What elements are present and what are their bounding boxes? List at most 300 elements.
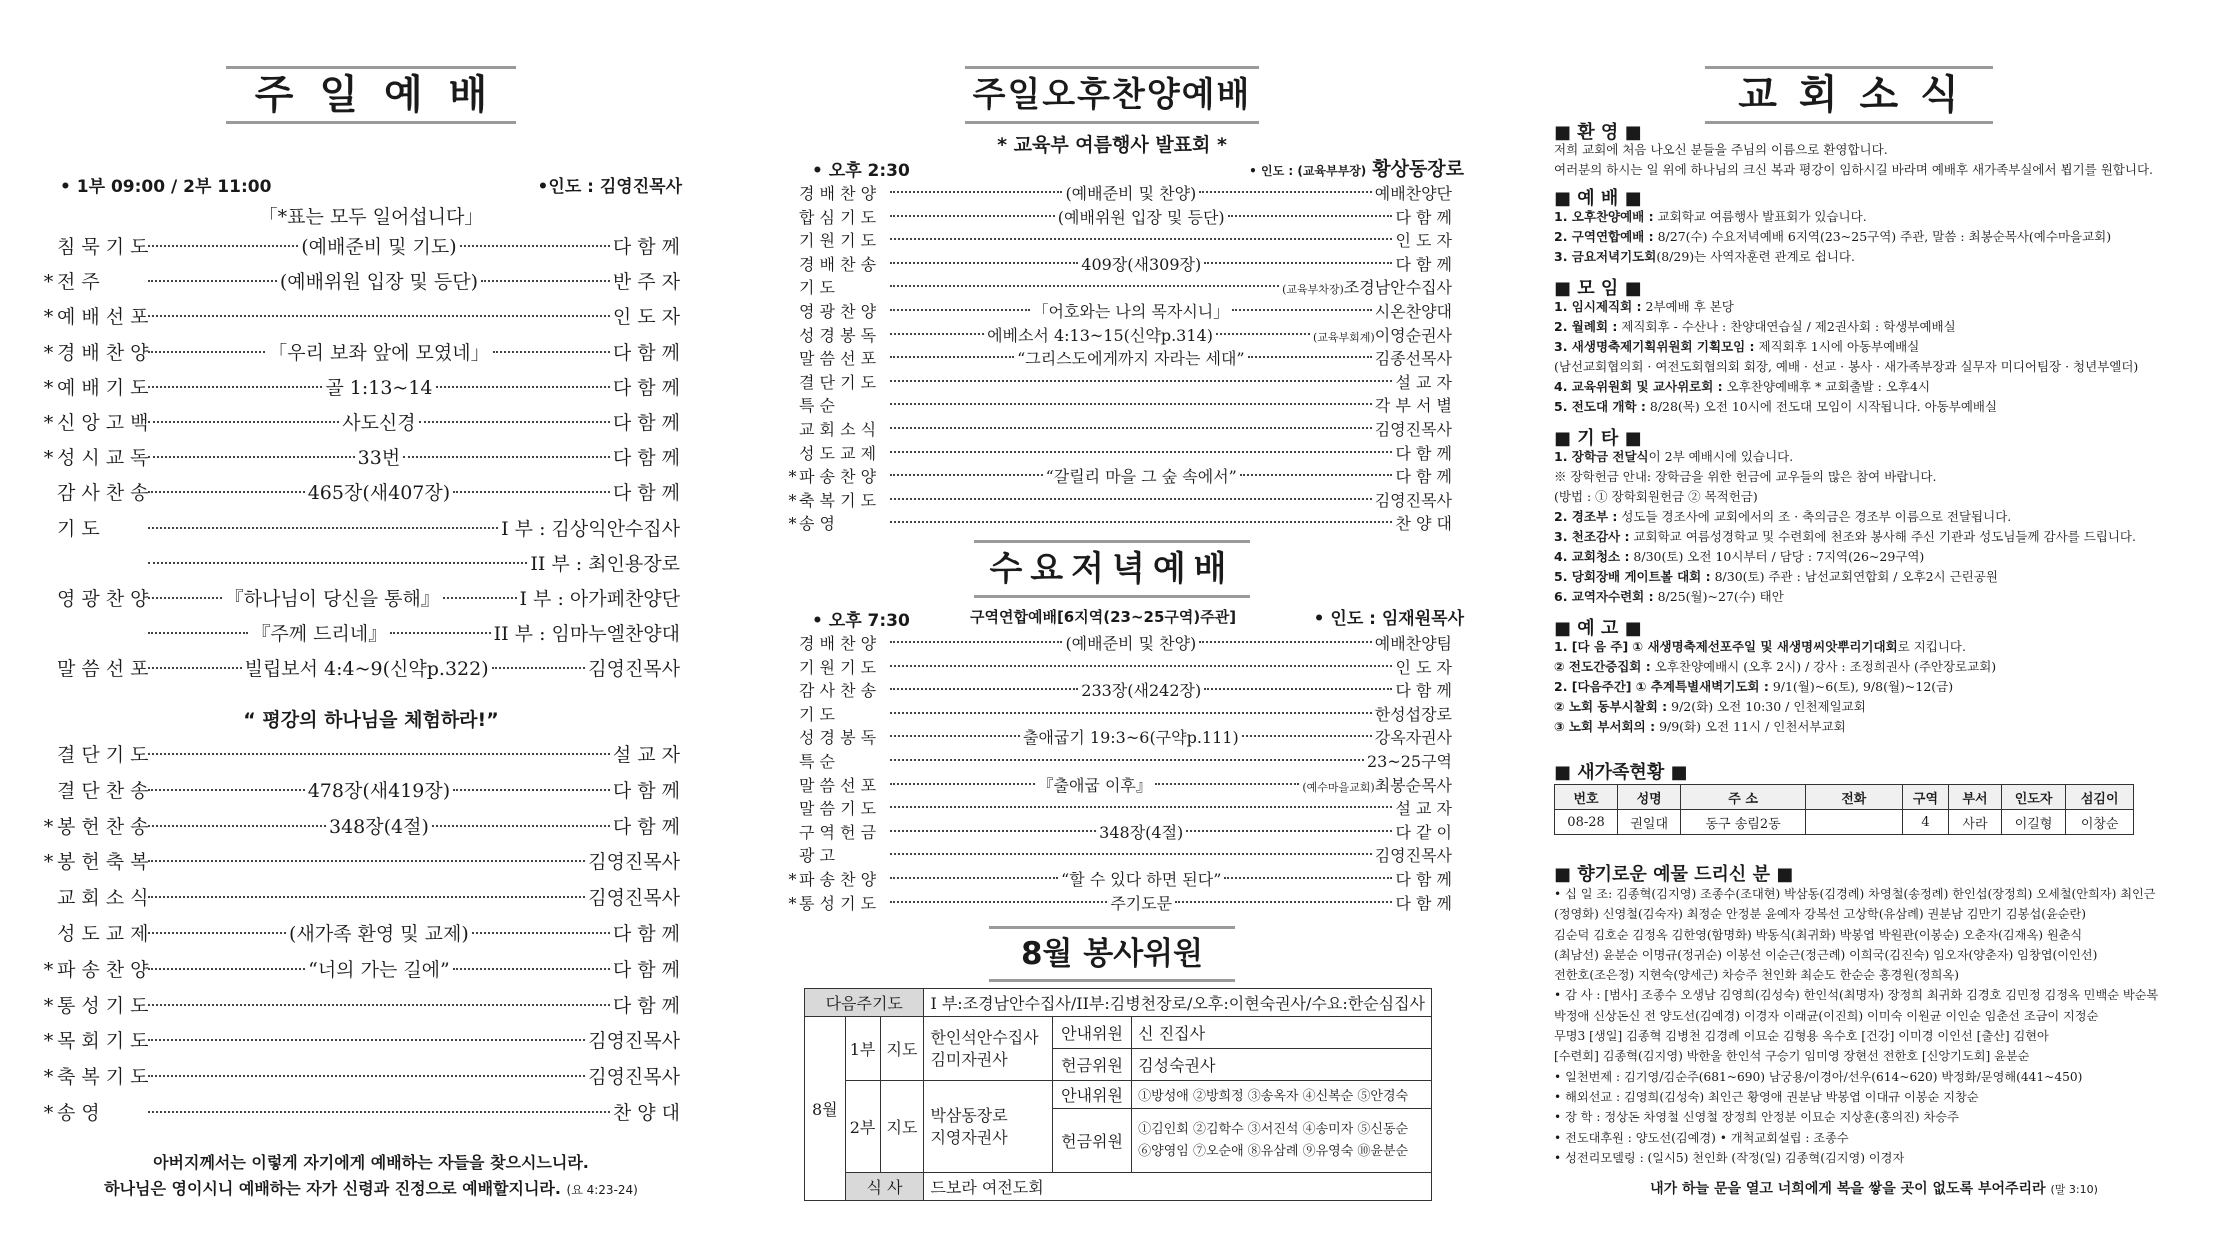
footer-ref: (요 4:23-24) [566,1183,638,1197]
duty-p1-role: 지도 [880,1017,924,1080]
news-line-key: ② 노회 동부시찰회 : [1554,699,1668,714]
news-line [1554,637,1996,657]
leader-dots [890,285,1279,287]
order-name: 봉 헌 찬 송 [57,815,149,838]
order-row [786,465,1452,489]
duty-p2-role: 지도 [880,1081,924,1172]
order-person: 다 함 께 [1395,443,1452,463]
next-prayer: I 부:조경남안수집사/II부:김병천장로/오후:이현숙권사/수요:한순심집사 [924,989,1432,1017]
news-line [1554,657,1996,677]
duty-p1-offer: 김성숙권사 [1132,1049,1432,1081]
afternoon-leader-label: • 인도 : (교육부부장) [1249,164,1367,178]
order-content: 사도신경 [342,412,416,434]
order-row [40,740,680,770]
leader-dots [1204,262,1392,264]
order-person: 다 같 이 [1395,822,1453,842]
news-line-text: 오후찬양예배후 * 교회출발 : 오후4시 [1722,379,1931,394]
leader-dots [148,968,305,970]
leader-dots [1199,191,1371,193]
stand-mark: * [43,447,54,470]
news-line-key: 2. 구역연합예배 : [1554,229,1654,244]
order-row [40,919,680,949]
family-cell: 4 [1902,810,1949,835]
stand-mark: * [788,514,797,534]
leader-dots [148,1111,610,1113]
leader-dots [148,1039,585,1041]
family-cell [1805,810,1902,835]
leader-dots [890,191,1062,193]
order-person: 다 함 께 [612,236,681,258]
stand-mark: * [43,815,54,838]
news-line-key: 2. 경조부 : [1554,509,1618,524]
order-person: 강옥자권사 [1374,728,1453,748]
church-news-column [1482,0,2215,1240]
duty-month: 8월 [805,1017,846,1201]
order-row [40,1098,680,1128]
duty-p2-guide: ①방성애 ②방희정 ③송옥자 ④신복순 ⑤안경숙 [1132,1081,1432,1109]
leader-dots [148,315,610,317]
leader-dots [148,491,305,493]
order-row [786,774,1452,798]
order-row [40,584,680,614]
order-row [786,632,1452,656]
stand-mark: * [43,271,54,294]
donor-line: (최남선) 윤분순 이명규(정귀순) 이봉선 이순근(정근례) 이희국(김진숙) 임오자(양춘자) 임창엽(이인선) [1554,947,2098,962]
news-line-text: 오후찬양예배시 (오후 2시) / 강사 : 조정희권사 (주안장로교회) [1650,659,1997,674]
donor-line: • 해외선교 : 김영희(김성숙) 최인근 황영애 권분남 박봉엽 이대규 이봉순 지창순 [1554,1089,1979,1104]
order-row [40,478,680,508]
afternoon-time: • 오후 2:30 [812,161,910,181]
stand-mark: * [43,412,54,434]
etc-heading: ■ 기 타 ■ [1554,428,1642,449]
order-content: 465장(새407장) [307,482,451,505]
order-name: 기 원 기 도 [799,657,877,677]
order-row [786,512,1452,536]
order-content: 골 1:13~14 [325,376,433,399]
news-line [1554,337,2138,357]
order-content: “그리스도에게까지 자라는 세대” [1017,349,1245,369]
leader-dots [890,380,1392,382]
news-line [1554,397,2138,417]
wednesday-leader: • 인도 : 임재원목사 [1313,609,1464,629]
order-person: 설 교 자 [612,744,680,766]
notice-list [1554,637,1996,737]
order-name: 송 영 [799,514,835,534]
order-content: “할 수 있다 하면 된다” [1061,870,1222,889]
leader-dots [443,597,517,599]
news-line [1554,447,2136,467]
order-person: 다 함 께 [1395,467,1452,487]
news-line [1554,377,2138,397]
order-name: 예 배 기 도 [57,376,149,399]
leader-dots [890,427,1372,429]
leader-dots [148,667,242,669]
order-content: 『주께 드리네』 [251,623,388,646]
leader-dots [1204,688,1392,690]
donor-line: 김순덕 김호순 김정옥 김한영(함명화) 박동식(최귀화) 박봉엽 박원관(이봉순) 오춘자(김재옥) 원춘식 [1554,927,2083,942]
news-line [1554,467,2136,487]
leader-dots [472,932,610,934]
duty-p2-offer-line: ①김인회 ②김학수 ③서진석 ④송미자 ⑤신동순 [1138,1121,1409,1137]
leader-dots [148,562,527,564]
news-line-text: 8/30(토) 오전 10시부터 / 담당 : 7지역(26~29구역) [1629,549,1925,564]
leader-dots [481,280,610,282]
leader-dots [148,386,322,388]
leader-dots [419,421,610,423]
donor-line: 박정애 신상돈신 전 양도선(김예경) 이경자 이래균(이진희) 이미숙 이원균 이인순 임춘선 조금이 지정순 [1554,1008,2099,1023]
leader-dots [436,386,610,388]
order-name: 파 송 찬 양 [799,870,877,889]
news-line-key: 1. 장학금 전달식 [1554,449,1649,464]
order-person: 다 함 께 [612,958,681,981]
leader-dots [890,238,1392,240]
person-note: (교육부회계) [1313,330,1375,344]
order-name: 결 단 기 도 [57,744,149,766]
order-row [786,182,1452,206]
news-line-key: 5. 전도대 개학 : [1554,399,1646,414]
order-row [786,892,1452,916]
order-person: 찬 양 대 [612,1102,680,1124]
order-name: 말 씀 선 포 [799,349,877,369]
leader-dots [1186,830,1392,832]
news-line [1554,697,1996,717]
family-cell: 08-28 [1555,810,1618,835]
duty-p1-offer-label: 헌금위원 [1052,1049,1131,1081]
news-line-key: 3. 천조감사 : [1554,529,1630,544]
church-news-body [1554,118,2204,1238]
news-line [1554,357,2138,377]
order-row [786,229,1452,253]
order-name: 성 시 교 독 [57,447,149,470]
leader-dots [890,498,1372,500]
order-row [786,418,1452,442]
duty-p1-label: 1부 [849,1040,876,1059]
news-footer [1554,1178,2194,1198]
order-row [40,267,680,297]
order-name: 기 도 [57,517,100,540]
order-row [40,812,680,842]
order-row [786,703,1452,727]
leader-dots [460,245,610,247]
news-footer-text: 내가 하늘 문을 열고 너희에게 복을 쌓을 곳이 없도록 부어주리라 [1650,1181,2046,1197]
order-name: 파 송 찬 양 [799,467,877,487]
stand-mark: * [43,306,54,329]
order-row [40,408,680,438]
service-time: • 1부 09:00 / 2부 11:00 [60,177,272,197]
leader-dots [148,1075,585,1077]
duty-p2-leader: 박삼동장로 [930,1105,1008,1125]
news-line [1554,227,2111,247]
order-row [786,750,1452,774]
order-content: (예배준비 및 찬양) [1065,184,1197,203]
order-name: 성 도 교 제 [57,923,149,945]
leader-dots [890,333,984,335]
news-line-text: 이 2부 예배시에 있습니다. [1648,449,1794,464]
news-line [1554,247,2111,267]
welcome-line: 저희 교회에 처음 나오신 분들을 주님의 이름으로 환영합니다. [1554,142,1888,157]
order-name: 감 사 찬 송 [57,482,149,505]
order-name: 교 회 소 식 [799,420,877,439]
new-family-table [1554,784,2134,835]
stand-mark: * [43,341,54,364]
worship-list [1554,207,2111,267]
order-content: 348장(4절) [328,815,429,838]
donor-line: • 감 사 : [범사] 조종수 오생남 김영희(김성숙) 한인석(최명자) 장정희 최귀화 김경호 김민정 김정옥 민백순 박순복 [1554,988,2159,1003]
order-name: 영 광 찬 양 [57,588,149,610]
order-row [786,656,1452,680]
family-header-cell: 전화 [1805,785,1902,810]
order-row [786,300,1452,324]
stand-mark: * [788,870,797,889]
leader-dots [890,806,1392,808]
order-person: 다 함 께 [1395,681,1453,701]
leader-dots [148,932,286,934]
donors-heading: ■ 향기로운 예물 드리신 분 ■ [1554,864,1794,885]
leader-dots [148,860,585,862]
leader-dots [1232,309,1372,311]
welcome-line: 여러분의 하시는 일 위에 하나님의 크신 복과 평강이 임하시길 바라며 예배후 새가족부실에서 뵙기를 원합니다. [1554,162,2154,177]
order-person: 다 함 께 [612,447,680,470]
order-person: 다 함 께 [1395,893,1452,913]
duty-p2-offer [1132,1109,1432,1173]
order-name: 성 경 봉 독 [799,325,877,345]
duty-title: 8월 봉사위원 [989,926,1235,982]
order-name: 침 묵 기 도 [57,236,149,258]
news-line-key: 2. [다음주간] ① 추계특별새벽기도회 : [1554,679,1769,694]
order-row [40,955,680,985]
leader-dots [890,403,1372,405]
donor-line: 전한호(조은정) 지현숙(양세근) 차승주 천인화 최순도 한순순 홍경원(정희옥) [1554,968,1959,983]
news-line [1554,677,1996,697]
sunday-worship-title: 주일예배 [226,66,516,124]
meeting-list [1554,297,2138,417]
order-person: 조경남안수집사 [1343,278,1452,298]
order-name: 경 배 찬 양 [57,341,149,364]
leader-dots [1240,474,1393,476]
leader-dots [492,667,586,669]
order-name: 신 앙 고 백 [57,412,149,434]
leader-dots [1224,877,1392,879]
family-cell: 이창순 [2066,810,2134,835]
order-person: 설 교 자 [1395,799,1452,819]
order-person: 인 도 자 [612,306,680,329]
order-person: 다 함 께 [612,923,680,945]
order-person: II 부 : 최인용장로 [530,552,680,575]
order-name: 경 배 찬 양 [799,634,877,653]
leader-dots [148,896,585,898]
sermon-title: “ 평강의 하나님을 체험하라!” [243,709,499,731]
leader-dots [890,901,1107,903]
order-name: 결 단 찬 송 [57,779,149,802]
order-name: 축 복 기 도 [799,490,877,510]
news-line-key: 6. 교역자수련회 : [1554,589,1654,604]
leader-dots [148,825,326,827]
order-row [786,821,1452,845]
order-row [786,253,1452,277]
order-name: 기 도 [799,278,835,298]
duty-p1-guide-label: 안내위원 [1052,1017,1131,1049]
leader-dots [890,665,1392,667]
news-line [1554,507,2136,527]
wednesday-subtitle: 구역연합예배[6지역(23~25구역)주관] [970,608,1237,626]
leader-dots [890,688,1078,690]
news-line-key: 4. 교육위원회 및 교사위로회 : [1554,379,1723,394]
order-person: 인 도 자 [1395,657,1452,677]
leader-dots [890,641,1062,643]
order-person: 각 부 서 별 [1374,396,1452,416]
news-line-text: 로 지킵니다. [1897,639,1966,654]
news-line [1554,297,2138,317]
order-name: 말 씀 선 포 [799,775,877,795]
order-row [40,619,680,649]
leader-dots [1199,641,1371,643]
order-content: (새가족 환영 및 교제) [289,923,469,945]
church-news-title: 교회소식 [1705,66,1993,124]
leader-dots [890,735,1020,737]
leader-dots [1216,333,1310,335]
order-person: 찬 양 대 [1395,514,1452,534]
order-person: 인 도 자 [1395,231,1452,251]
order-name: 구 역 헌 금 [799,822,877,842]
news-line-key: 3. 새생명축제기획위원회 기획모임 : [1554,339,1755,354]
order-name: 합 심 기 도 [799,207,877,227]
order-person: 최봉순목사 [1374,775,1452,795]
leader-dots [148,421,339,423]
order-name: 파 송 찬 양 [57,958,149,981]
order-name: 특 순 [799,752,835,771]
order-person: 다 함 께 [612,994,680,1017]
news-line-text: 8/30(토) 주관 : 남선교회연합회 / 오후2시 근린공원 [1710,569,1998,584]
leader-dots [1155,783,1300,785]
leader-dots [148,753,610,755]
leader-dots [148,527,498,529]
order-person: 다 함 께 [1395,254,1453,274]
news-line-key: 2. 월례회 : [1554,319,1618,334]
news-line [1554,317,2138,337]
duty-p2-offer-line: ⑥양영임 ⑦오순애 ⑧유삼례 ⑨유영숙 ⑩윤분순 [1138,1143,1409,1159]
family-cell: 권일대 [1618,810,1681,835]
duty-p1-leader: 한인석안수집사 [930,1027,1039,1047]
leader-dots [148,280,277,282]
order-row [40,302,680,332]
duty-p2-offer-label: 헌금위원 [1052,1109,1131,1173]
order-row [40,373,680,403]
leader-dots [403,456,610,458]
order-name: 성 도 교 제 [799,443,877,463]
duty-p2-leader: 지영자권사 [930,1127,1008,1147]
order-name: 경 배 찬 양 [799,184,877,203]
leader-dots [1175,901,1392,903]
duty-table [804,988,1432,1201]
meal-label: 식 사 [845,1173,924,1201]
news-line-text: 9/9(화) 오전 11시 / 인천서부교회 [1655,719,1846,734]
news-line-text: 9/2(화) 오전 10:30 / 인천제일교회 [1667,699,1866,714]
order-row [40,883,680,913]
meal: 드보라 여전도회 [924,1173,1432,1201]
person-note: (교육부차장) [1282,283,1344,297]
order-person: 다 함 께 [612,412,681,434]
order-row [786,371,1452,395]
order-content: 233장(새242장) [1081,681,1202,701]
order-person: 김영진목사 [588,887,680,910]
order-person: 김영진목사 [588,851,680,874]
order-name: 경 배 찬 송 [799,254,877,274]
order-name: 통 성 기 도 [799,893,877,913]
order-person: 김영진목사 [588,1030,680,1053]
family-header-cell: 구역 [1902,785,1949,810]
order-name: 기 원 기 도 [799,231,877,251]
stand-mark: * [43,1066,54,1089]
news-line-text: 8/28(목) 오전 10시에 전도대 모임이 시작됩니다. 아동부예배실 [1645,399,1998,414]
leader-dots [148,456,355,458]
news-line-text: 9/1(월)~6(토), 9/8(월)~12(금) [1768,679,1954,694]
order-name: 봉 헌 축 복 [57,851,149,874]
news-line-key: 1. 오후찬양예배 : [1554,209,1654,224]
order-name: 예 배 선 포 [57,306,149,329]
news-line [1554,207,2111,227]
order-content: 에베소서 4:13~15(신약p.314) [987,325,1213,345]
order-row [786,844,1452,868]
news-line-text: 제직회후 1시에 아동부예배실 [1754,339,1920,354]
order-person: I 부 : 김상익안수집사 [501,517,680,540]
notice-heading: ■ 예 고 ■ [1554,618,1642,639]
order-name: 성 경 봉 독 [799,728,877,748]
order-name: 전 주 [57,271,100,294]
welcome-heading: ■ 환 영 ■ [1554,122,1642,143]
order-row [786,726,1452,750]
order-person: 김영진목사 [1374,420,1452,439]
order-row [786,276,1452,300]
family-header-cell: 번호 [1555,785,1618,810]
order-content: 빌립보서 4:4~9(신약p.322) [244,658,489,681]
leader-dots [890,830,1096,832]
duty-p2 [845,1081,924,1173]
order-person: 반 주 자 [612,271,681,294]
duty-p1-leader: 김미자권사 [930,1049,1008,1069]
order-name: 교 회 소 식 [57,887,149,910]
order-person: 다 함 께 [612,482,681,505]
etc-list [1554,447,2136,607]
news-line-key: 1. [다 음 주] ① 새생명축제선포주일 및 새생명씨앗뿌리기대회 [1554,639,1898,654]
leader-dots [890,262,1078,264]
leader-dots [148,245,298,247]
news-line-key: ③ 노회 부서회의 : [1554,719,1656,734]
order-person: 다 함 께 [1395,207,1452,227]
family-header-cell: 부서 [1949,785,2001,810]
leader-dots [148,597,222,599]
order-row [786,206,1452,230]
order-row [786,324,1452,348]
order-content: (예배위원 입장 및 등단) [1057,207,1225,227]
leader-dots [890,853,1372,855]
family-cell: 동구 송림2동 [1681,810,1806,835]
afternoon-subtitle: * 교육부 여름행사 발표회 * [997,134,1227,156]
news-line-text: 교회학교 여름행사 발표회가 있습니다. [1653,209,1867,224]
family-header-cell: 주 소 [1681,785,1806,810]
leader-dots [890,451,1392,453]
news-line-text: (8/29)는 사역자훈련 관계로 쉽니다. [1656,249,1855,264]
leader-dots [890,877,1058,879]
order-person: 다 함 께 [612,815,681,838]
stand-mark: * [43,1102,54,1124]
leader-dots [1248,356,1372,358]
order-row [786,347,1452,371]
family-heading: ■ 새가족현황 ■ [1554,762,1688,783]
welcome-text [1554,140,2153,180]
duty-p1-leaders [924,1017,1052,1081]
donor-line: • 일천번제 : 김기영/김순주(681~690) 남궁용/이경아/선우(614~620) 박정화/문영해(441~450) [1554,1069,2083,1084]
order-person: 다 함 께 [612,341,680,364]
